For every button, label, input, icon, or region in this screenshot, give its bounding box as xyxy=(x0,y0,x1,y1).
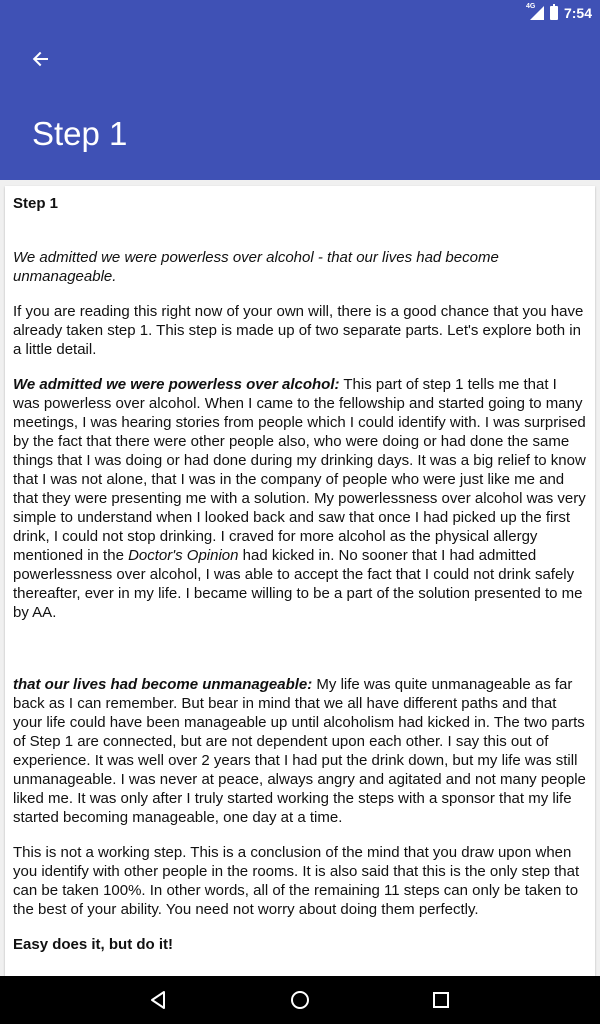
closing-line: Easy does it, but do it! xyxy=(13,936,174,953)
back-triangle-icon xyxy=(149,990,169,1010)
app-bar xyxy=(0,25,600,180)
home-circle-icon xyxy=(290,990,310,1010)
navigation-bar xyxy=(0,976,600,1024)
part1-title: We admitted we were powerless over alcohol: xyxy=(13,376,340,393)
article-card[interactable] xyxy=(5,186,595,976)
conclusion-paragraph: This is not a working step. This is a conclusion of the mind that you draw upon when you identify with other people in the rooms. It is also said that this is the only step that can be taken 100%. In other words, all of the remaining 11 steps can only be taken to the best of your ability. You need not worry about doing them perfectly. xyxy=(13,844,580,918)
intro-paragraph: If you are reading this right now of your own will, there is a good chance that you have already taken step 1. This step is made up of two separate parts. Let's explore both in a little detail. xyxy=(13,303,584,358)
battery-icon xyxy=(550,6,558,20)
status-icons xyxy=(525,2,592,21)
signal-indicator xyxy=(525,2,544,20)
article-heading: Step 1 xyxy=(13,195,59,212)
part1-text-b: had kicked in. No sooner that I had admitted powerlessness over alcohol, I was able to accept the fact that I could not drink safely thereafter, ever in my life. I became willing to be a part of the solution presented to me by AA. xyxy=(13,547,583,621)
step-quote: We admitted we were powerless over alcohol - that our lives had become unmanageable. xyxy=(13,249,499,285)
article-content xyxy=(5,186,595,954)
doctors-opinion-emphasis: Doctor's Opinion xyxy=(128,547,239,564)
network-type-label: 4G xyxy=(525,2,536,10)
part1-text-a: This part of step 1 tells me that I was powerless over alcohol. When I came to the fellowship and started going to many meetings, I was hearing stories from people which I could identify with. I was surprised by the fact that there were other people also, who were doing or had done the same things that I was doing or had done during my drinking days. It was a big relief to know that I was not alone, that I was in the company of people who were just like me and that they were presenting me with a solution. My powerlessness over alcohol was very simple to understand when I looked back and saw that once I had picked up the first drink, I could not stop drinking. I craved for more alcohol as the physical allergy mentioned in the xyxy=(13,376,586,564)
part1-paragraph xyxy=(13,375,587,622)
part2-text: My life was quite unmanageable as far back as I can remember. But bear in mind that we all have different paths and that your life could have been manageable up until alcoholism had kicked in. The two parts of Step 1 are connected, but are not dependent upon each other. I say this out of experience. It was well over 2 years that I had put the drink down, but my life was still unmanageable. I was never at peace, always angry and agitated and not many people liked me. It was only after I truly started working the steps with a sponsor that my life started becoming manageable, one day at a time. xyxy=(13,676,586,826)
nav-home-button[interactable] xyxy=(276,976,324,1024)
status-bar xyxy=(0,0,600,25)
arrow-back-icon xyxy=(31,50,49,68)
nav-recents-button[interactable] xyxy=(417,976,465,1024)
clock: 7:54 xyxy=(563,4,592,21)
recents-square-icon xyxy=(432,991,450,1009)
cell-signal-icon xyxy=(530,6,544,20)
part2-title: that our lives had become unmanageable: xyxy=(13,676,313,693)
back-button[interactable] xyxy=(22,41,58,77)
nav-back-button[interactable] xyxy=(135,976,183,1024)
part2-paragraph xyxy=(13,675,587,827)
page-title: Step 1 xyxy=(32,115,128,152)
